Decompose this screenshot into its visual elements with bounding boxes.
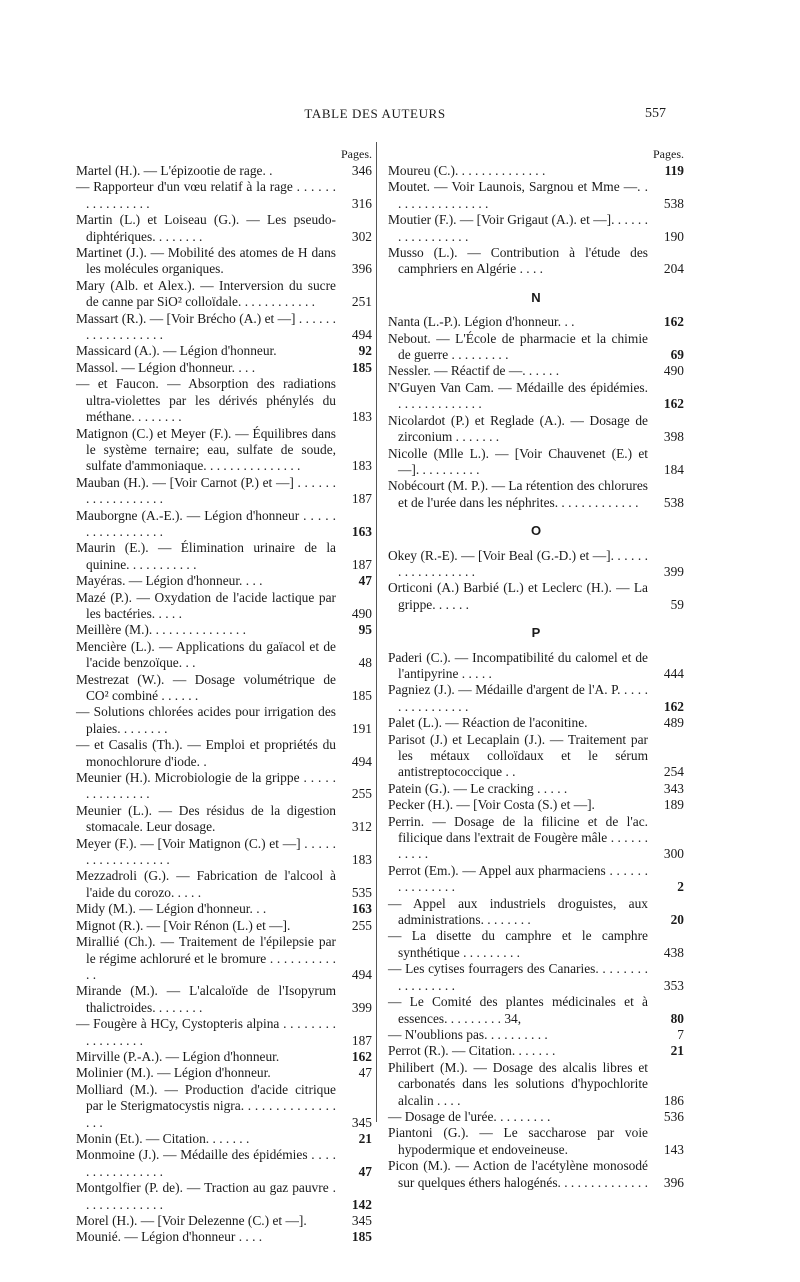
entry-text: — Le Comité des plantes médicinales et à essences. . . . . . . . . 34, <box>388 994 648 1026</box>
entry-page: 346 <box>351 163 372 178</box>
index-entry <box>76 1180 372 1213</box>
entry-text: Moutet. — Voir Launois, Sargnou et Mme —. . . . . . . . . . . . . . . . <box>388 179 648 211</box>
entry-page: 255 <box>351 786 372 802</box>
entry-text: Mayéras. — Légion d'honneur. . . . <box>76 573 263 589</box>
index-entry <box>76 622 372 638</box>
entry-text: Picon (M.). — Action de l'acétylène monosodé sur quelques éthers halogénés. . . . . . . . . . . . . . <box>388 1158 648 1190</box>
entry-page: 162 <box>351 1048 372 1064</box>
entry-text: Pagniez (J.). — Médaille d'argent de l'A. P. . . . . . . . . . . . . . . . <box>388 682 648 714</box>
entry-text: Monin (Et.). — Citation. . . . . . . <box>76 1130 250 1146</box>
index-entry <box>76 540 372 573</box>
entry-page: 536 <box>663 1108 684 1124</box>
entry-text: Nessler. — Réactif de —. . . . . . <box>388 363 560 379</box>
index-entry <box>388 245 684 278</box>
entry-page: 47 <box>358 1163 372 1179</box>
index-entry <box>388 314 684 330</box>
entry-page: 95 <box>358 622 372 638</box>
entry-text: Monmoine (J.). — Médaille des épidémies . . . . . . . . . . . . . . . . <box>76 1147 336 1179</box>
entry-text: Meillère (M.). . . . . . . . . . . . . . . <box>76 622 246 638</box>
entry-page: 163 <box>351 523 372 539</box>
entry-text: Paderi (C.). — Incompatibilité du calomel et de l'antipyrine . . . . . <box>388 649 648 681</box>
index-entry <box>388 1125 684 1158</box>
entry-page: 184 <box>663 461 684 477</box>
index-entry <box>76 803 372 836</box>
index-entry <box>76 1016 372 1049</box>
index-entry <box>388 212 684 245</box>
entry-text: Moureu (C.). . . . . . . . . . . . . . <box>388 163 546 178</box>
entry-text: Mary (Alb. et Alex.). — Interversion du sucre de canne par SiO² colloïdale. . . . . . . . . . . . <box>76 277 336 310</box>
entry-text: Maurin (E.). — Élimination urinaire de la quinine. . . . . . . . . . . <box>76 540 336 572</box>
pages-label: Pages. <box>341 147 372 161</box>
entry-text: Okey (R.-E). — [Voir Beal (G.-D.) et —]. . . . . . . . . . . . . . . . . . <box>388 547 648 579</box>
index-entry <box>388 650 684 683</box>
entry-page: 444 <box>663 665 684 681</box>
entry-page: 80 <box>670 1010 684 1026</box>
entry-text: Mauborgne (A.-E.). — Légion d'honneur . . . . . . . . . . . . . . . . . <box>76 507 336 539</box>
entry-page: 353 <box>663 977 684 993</box>
entry-text: — et Faucon. — Absorption des radiations ultra-violettes par les dérivés phénylés du méthane. . . . . . . . <box>76 376 336 425</box>
entry-page: 47 <box>358 1065 372 1081</box>
entry-text: — Dosage de l'urée. . . . . . . . . <box>388 1108 551 1124</box>
entry-page: 396 <box>663 1174 684 1190</box>
index-entry <box>76 1049 372 1065</box>
entry-page: 399 <box>663 563 684 579</box>
index-entry <box>76 179 372 212</box>
entry-page: 47 <box>358 573 372 589</box>
entry-text: Meyer (F.). — [Voir Matignon (C.) et —] . . . . . . . . . . . . . . . . . . <box>76 835 336 868</box>
index-entry <box>76 163 372 179</box>
entry-text: Martel (H.). — L'épizootie de rage. . <box>76 163 273 178</box>
index-entry <box>76 311 372 344</box>
section-letter-o: O <box>530 523 542 539</box>
index-entry <box>76 245 372 278</box>
entry-text: Perrin. — Dosage de la filicine et de l'ac. filicique dans l'extrait de Fougère mâle . . . . . . . . . . . <box>388 813 648 862</box>
entry-text: Nicolardot (P.) et Reglade (A.). — Dosage de zirconium . . . . . . . <box>388 412 648 445</box>
entry-page: 162 <box>663 698 684 714</box>
entry-text: Massol. — Légion d'honneur. . . . <box>76 359 256 375</box>
index-entry <box>388 863 684 896</box>
index-entry <box>76 573 372 589</box>
entry-page: 183 <box>351 458 372 474</box>
entry-text: — Les cytises fourragers des Canaries. . . . . . . . . . . . . . . . . <box>388 961 648 993</box>
entry-text: Martin (L.) et Loiseau (G.). — Les pseudo-diphtériques. . . . . . . . <box>76 212 336 244</box>
entry-page: 535 <box>351 884 372 900</box>
entry-page: 494 <box>351 966 372 982</box>
entry-text: Meunier (L.). — Des résidus de la digestion stomacale. Leur dosage. <box>76 802 336 835</box>
entry-page: 7 <box>677 1026 684 1042</box>
index-entry <box>388 580 684 613</box>
section-letter-p: P <box>531 625 541 641</box>
index-entry <box>388 380 684 413</box>
index-entry <box>388 961 684 994</box>
entry-list-m <box>76 163 372 1246</box>
entry-page: 21 <box>670 1043 684 1059</box>
entry-text: Mauban (H.). — [Voir Carnot (P.) et —] . . . . . . . . . . . . . . . . . . <box>76 474 336 507</box>
right-column <box>388 147 684 1191</box>
index-entry <box>388 797 684 813</box>
column-divider <box>376 142 377 1122</box>
entry-text: Meunier (H.). Microbiologie de la grippe . . . . . . . . . . . . . . . <box>76 770 336 802</box>
entry-page: 92 <box>358 343 372 359</box>
entry-page: 494 <box>351 327 372 343</box>
entry-page: 162 <box>663 314 684 330</box>
entry-page: 48 <box>358 655 372 671</box>
entry-page: 163 <box>351 901 372 917</box>
entry-text: Nebout. — L'École de pharmacie et la chimie de guerre . . . . . . . . . <box>388 330 648 363</box>
entry-text: Perrot (Em.). — Appel aux pharmaciens . . . . . . . . . . . . . . . <box>388 862 648 895</box>
entry-page: 191 <box>351 720 372 736</box>
index-entry <box>388 548 684 581</box>
entry-text: Patein (G.). — Le cracking . . . . . <box>388 780 568 796</box>
entry-page: 190 <box>663 228 684 244</box>
index-entry <box>76 1213 372 1229</box>
entry-page: 69 <box>670 347 684 363</box>
entry-page: 59 <box>670 596 684 612</box>
entry-text: Mirville (P.-A.). — Légion d'honneur. <box>76 1048 280 1064</box>
entry-page: 185 <box>351 1229 372 1245</box>
entry-text: Nicolle (Mlle L.). — [Voir Chauvenet (E.) et —]. . . . . . . . . . <box>388 445 648 477</box>
index-entry <box>388 715 684 731</box>
entry-text: Midy (M.). — Légion d'honneur. . . <box>76 901 267 917</box>
entry-page: 490 <box>663 363 684 379</box>
entry-text: Musso (L.). — Contribution à l'étude des camphriers en Algérie . . . . <box>388 245 648 277</box>
entry-page: 343 <box>663 780 684 796</box>
entry-page: 251 <box>351 294 372 310</box>
entry-page: 494 <box>351 753 372 769</box>
index-entry <box>388 363 684 379</box>
index-entry <box>76 901 372 917</box>
entry-text: Mezzadroli (G.). — Fabrication de l'alcool à l'aide du corozo. . . . . <box>76 868 336 900</box>
entry-list-m-cont <box>388 163 684 278</box>
entry-text: Nanta (L.-P.). Légion d'honneur. . . <box>388 314 575 330</box>
entry-page: 162 <box>663 396 684 412</box>
entry-text: Martinet (J.). — Mobilité des atomes de H dans les molécules organiques. <box>76 245 336 277</box>
entry-page: 204 <box>663 261 684 277</box>
entry-page: 185 <box>351 359 372 375</box>
entry-text: — Solutions chlorées acides pour irrigation des plaies. . . . . . . . <box>76 704 336 736</box>
entry-text: Mirande (M.). — L'alcaloïde de l'Isopyrum thalictroides. . . . . . . . <box>76 983 336 1015</box>
index-entry <box>76 278 372 311</box>
index-entry <box>388 1027 684 1043</box>
entry-page: 20 <box>670 912 684 928</box>
index-entry <box>76 360 372 376</box>
index-entry <box>76 868 372 901</box>
index-entry <box>76 672 372 705</box>
entry-page: 21 <box>358 1130 372 1146</box>
index-entry <box>388 413 684 446</box>
entry-text: Mignot (R.). — [Voir Rénon (L.) et —]. <box>76 917 291 933</box>
index-entry <box>388 781 684 797</box>
entry-text: Perrot (R.). — Citation. . . . . . . <box>388 1043 556 1059</box>
index-entry <box>76 590 372 623</box>
entry-text: Molliard (M.). — Production d'acide citrique par le Sterigmatocystis nigra. . . . . . . . . . . . . . . . . <box>76 1081 336 1130</box>
index-entry <box>76 212 372 245</box>
index-entry <box>76 1131 372 1147</box>
entry-text: Pecker (H.). — [Voir Costa (S.) et —]. <box>388 797 595 813</box>
entry-text: — et Casalis (Th.). — Emploi et propriétés du monochlorure d'iode. . <box>76 737 336 769</box>
entry-page: 254 <box>663 764 684 780</box>
index-entry <box>76 508 372 541</box>
index-entry <box>76 1082 372 1131</box>
index-entry <box>76 426 372 475</box>
index-entry <box>388 814 684 863</box>
entry-text: Massicard (A.). — Légion d'honneur. <box>76 343 277 359</box>
entry-text: Molinier (M.). — Légion d'honneur. <box>76 1065 271 1081</box>
entry-text: — Rapporteur d'un vœu relatif à la rage . . . . . . . . . . . . . . . . <box>76 179 336 211</box>
index-entry <box>76 376 372 425</box>
entry-text: Parisot (J.) et Lecaplain (J.). — Traitement par les métaux colloïdaux et le sérum antistreptococcique . . <box>388 731 648 780</box>
entry-list-p <box>388 650 684 1191</box>
entry-page: 396 <box>351 261 372 277</box>
index-entry <box>388 896 684 929</box>
entry-page: 300 <box>663 846 684 862</box>
entry-page: 189 <box>663 797 684 813</box>
index-entry <box>388 478 684 511</box>
entry-page: 398 <box>663 429 684 445</box>
entry-page: 119 <box>664 163 684 178</box>
entry-text: — Appel aux industriels droguistes, aux administrations. . . . . . . . <box>388 895 648 928</box>
entry-page: 489 <box>663 715 684 731</box>
entry-page: 438 <box>663 944 684 960</box>
entry-page: 187 <box>351 556 372 572</box>
section-letter-n: N <box>531 289 541 305</box>
entry-page: 312 <box>351 819 372 835</box>
index-entry <box>388 179 684 212</box>
index-entry <box>388 1043 684 1059</box>
entry-page: 183 <box>351 852 372 868</box>
entry-list-n <box>388 314 684 511</box>
entry-text: Moutier (F.). — [Voir Grigaut (A.). et —]. . . . . . . . . . . . . . . . . <box>388 212 648 244</box>
index-entry <box>76 737 372 770</box>
index-entry <box>388 928 684 961</box>
index-entry <box>388 1158 684 1191</box>
index-entry <box>388 1109 684 1125</box>
entry-page: 143 <box>663 1141 684 1157</box>
entry-text: — Fougère à HCy, Cystopteris alpina . . . . . . . . . . . . . . . . . <box>76 1016 336 1048</box>
index-entry <box>76 1065 372 1081</box>
index-entry <box>388 994 684 1027</box>
index-entry <box>388 331 684 364</box>
entry-text: Massart (R.). — [Voir Brécho (A.) et —] . . . . . . . . . . . . . . . . . . <box>76 310 336 343</box>
index-entry <box>388 682 684 715</box>
entry-text: Palet (L.). — Réaction de l'aconitine. <box>388 715 588 731</box>
entry-text: Montgolfier (P. de). — Traction au gaz pauvre . . . . . . . . . . . . . <box>76 1180 336 1212</box>
index-entry <box>76 934 372 983</box>
entry-list-o <box>388 548 684 614</box>
entry-text: Nobécourt (M. P.). — La rétention des chlorures et de l'urée dans les néphrites. . . . . . . . . . . . . <box>388 478 648 510</box>
entry-page: 255 <box>351 917 372 933</box>
running-title: TABLE DES AUTEURS <box>304 106 446 121</box>
entry-page: 345 <box>351 1114 372 1130</box>
pages-label: Pages. <box>653 147 684 161</box>
entry-page: 399 <box>351 999 372 1015</box>
entry-page: 538 <box>663 195 684 211</box>
entry-text: Matignon (C.) et Meyer (F.). — Équilibres dans le système ternaire; eau, sulfate de soude, sulfate d'ammoniaque. . . . . . . . . . . . . . . <box>76 425 336 474</box>
entry-page: 185 <box>351 688 372 703</box>
index-entry <box>76 475 372 508</box>
page-number: 557 <box>645 106 666 121</box>
entry-text: N'Guyen Van Cam. — Médaille des épidémies. . . . . . . . . . . . . . <box>388 379 648 412</box>
entry-page: 538 <box>663 494 684 510</box>
page-header <box>0 106 800 126</box>
entry-page: 187 <box>351 491 372 507</box>
index-entry <box>76 918 372 934</box>
entry-page: 316 <box>351 195 372 211</box>
entry-text: Mestrezat (W.). — Dosage volumétrique de CO² combiné . . . . . . <box>76 671 336 703</box>
index-entry <box>76 1147 372 1180</box>
index-entry <box>388 1060 684 1109</box>
left-column <box>76 147 372 1246</box>
entry-page: 2 <box>677 879 684 895</box>
index-entry <box>76 1229 372 1245</box>
entry-text: Piantoni (G.). — Le saccharose par voie hypodermique et endoveineuse. <box>388 1125 648 1157</box>
index-entry <box>76 343 372 359</box>
entry-text: Mounié. — Légion d'honneur . . . . <box>76 1229 263 1245</box>
entry-page: 183 <box>351 409 372 425</box>
entry-text: Orticoni (A.) Barbié (L.) et Leclerc (H.). — La grippe. . . . . . <box>388 580 648 612</box>
entry-text: — La disette du camphre et le camphre synthétique . . . . . . . . . <box>388 928 648 960</box>
index-entry <box>76 836 372 869</box>
entry-page: 490 <box>351 605 372 621</box>
index-entry <box>388 732 684 781</box>
entry-text: Philibert (M.). — Dosage des alcalis libres et carbonatés dans les solutions d'hypochlorite alcalin . . . . <box>388 1059 648 1108</box>
index-entry <box>76 639 372 672</box>
index-entry <box>76 704 372 737</box>
index-entry <box>76 770 372 803</box>
entry-page: 302 <box>351 228 372 244</box>
index-entry <box>388 163 684 179</box>
entry-text: Mazé (P.). — Oxydation de l'acide lactique par les bactéries. . . . . <box>76 589 336 621</box>
index-entry <box>388 446 684 479</box>
index-entry <box>76 983 372 1016</box>
entry-page: 187 <box>351 1032 372 1048</box>
entry-text: — N'oublions pas. . . . . . . . . . <box>388 1026 548 1042</box>
entry-page: 142 <box>351 1196 372 1212</box>
entry-text: Mirallié (Ch.). — Traitement de l'épilepsie par le régime achloruré et le bromure . . . . . . . . . . . . <box>76 934 336 982</box>
entry-text: Mencière (L.). — Applications du gaïacol et de l'acide benzoïque. . . <box>76 638 336 671</box>
entry-page: 345 <box>351 1213 372 1228</box>
entry-text: Morel (H.). — [Voir Delezenne (C.) et —]. <box>76 1213 307 1228</box>
entry-page: 186 <box>663 1092 684 1108</box>
